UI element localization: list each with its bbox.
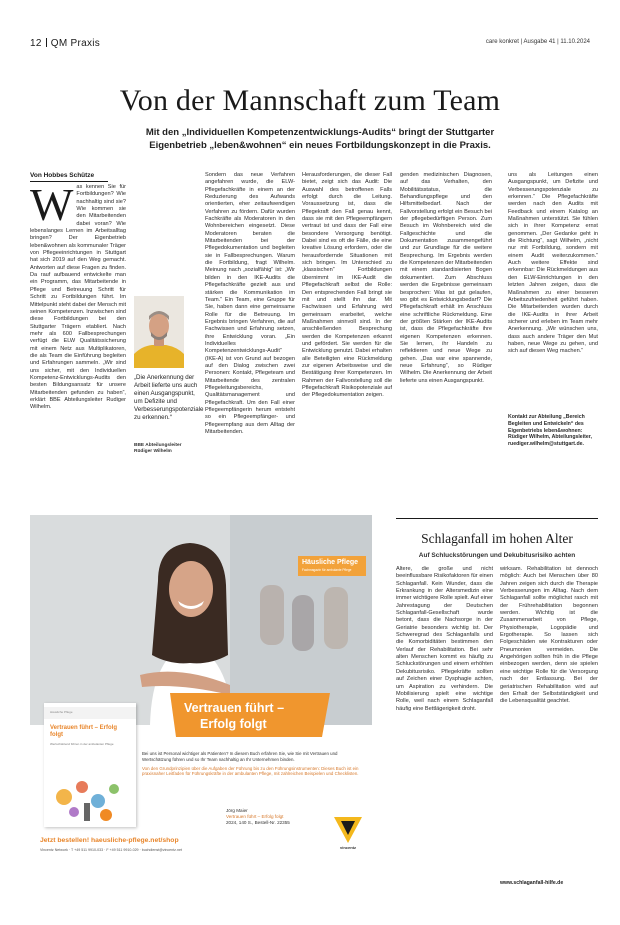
ad-banner bbox=[170, 693, 330, 737]
article-column-4: genden medizinischen Diagnosen, auf das Verhalten, den Mobilitätsstatus, die Behandlungspflege und den Hilfsmittelbedarf. Nach der Fallvorstellung erfolgt ein Besuch bei der pflegebedürftigen Person. Zum Besuch im Wohnbereich wird die Fallgeschichte und die Dokumentation zusammengeführt und zur Grundlage für die weitere Besprechung. Im Ergebnis werden die Kompetenzen der Mitarbeitenden mit einem standardisierten Bogen dokumentiert. Zum Abschluss werden die Ergebnisse gemeinsam besprochen: Was ist gut gelaufen, wo gibt es Entwicklungsbedarf? Die Pflegefachkraft erhält im Anschluss eine schriftliche Rückmeldung. Eine der größten Stärken der IKE-Audits ist, dass die Pflegefachkräfte ihre eigenen Kompetenzen erkennen. Sie lernen, ihr Handeln zu reflektieren und neue Wege zu gehen. „Das war eine spannende, neue Erfahrung“, so Rüdiger Wilhelm. Die Anerkennung der Arbeit lieferte uns einen Ausgangspunkt. bbox=[400, 172, 492, 384]
article-column-1 bbox=[30, 184, 126, 502]
byline: Von Hobbes Schütze bbox=[30, 172, 108, 182]
brand-tagline: Fachmagazin für ambulante Pflege bbox=[302, 568, 352, 572]
book-details bbox=[226, 808, 290, 825]
brand-badge bbox=[298, 556, 366, 576]
book-author: Jörg Maier bbox=[226, 808, 248, 813]
article-column-5: uns als Leitungen einen Ausgangspunkt, um Defizite und Verbesserungspotenziale zu erkennen.“ Die Pflegefachkräfte werden nach den Audits mit Feedback und einem Katalog an Maßnahmen unterstützt. Sie fühlen sich in ihrer Kompetenz ernst genommen. „Der Gedanke geht in die Richtung“, sagt Wilhelm, „nicht nur mit Fortbildung, sondern mit einem Audit weiterzukommen.“ Auch weitere Effekte sind erkennbar: Die Rückmeldungen aus den ELW-Einrichtungen in den letzten Jahren zeigen, dass die Maßnahmen zu einer besseren Arbeitszufriedenheit geführt haben. Die Mitarbeitenden wurden durch die IKE-Audits in ihrer Arbeit sicherer und erleben im Team mehr Anerkennung. „Wir wünschen uns, dass auch andere Träger den Mut haben, neue Wege zu gehen, und sich auf diesen Weg machen.“ bbox=[508, 172, 598, 355]
article-headline: Von der Mannschaft zum Team bbox=[119, 84, 501, 117]
sidebar-article-title: Schlaganfall im hohen Alter bbox=[421, 531, 573, 546]
article-column-2: Sondern das neue Verfahren angefahren wurde, die ELW-Pflegefachkräfte in einem an der Reduzierung des Aufwands orientierten, eher zeitaufwendigen Verfahren zu fördern. Dafür wurden Fachkräfte als Moderatoren in den Wohnbereichen eingesetzt. Diese Moderatoren beraten die Mitarbeitenden bei der Pflegedokumentation und begleiten sie in Fallbesprechungen. Warum die Fortbildung, fragt Wilhelm. Meinung nach „sozialfähig“ ist: „Wir bilden in den IKE-Audits die Pflegefachkräfte gezielt aus und stärken die Kommunikation im Team.“ Ein Team, eine Gruppe für Sie, haben dann eine gemeinsame Rolle für die Betreuung. Im Ergebnis bringen Verfahren, die auf Fachwissen und Erfahrung setzen, ihre Entwicklung voran. „Ein Individuelles Kompetenzentwicklungs-Audit“ (IKE-A) ist von Grund auf bezogen auf den Dialog zwischen zwei Personen: Kontakt, Pflegeteam und Mitarbeitende des zentralen Pflegeleitungsbereichs, Qualitätsmanagement und Pflegefachkraft. Um den Fall einer Pflegeempfängerin herum entsteht so ein Pflegeempfänger- und Pflegeempfang aus dem Alltag der Mitarbeitenden. bbox=[205, 172, 295, 436]
book-title: Vertrauen führt – Erfolg folgt bbox=[50, 725, 118, 738]
book-subtitle: Wertschätzend führen in der ambulanten Pflege bbox=[50, 742, 114, 746]
ad-blurb-2: Von den Grundprinzipien über die Aufgaben der Führung bis zu den Führungsinstrumenten: Dieses Buch ist ein praxisnaher Leitfaden für Führungskräfte in der ambulanten Pflege, mit zahlreichen Beispielen und Checklisten. bbox=[142, 765, 359, 777]
brand-name: Häusliche Pflege bbox=[302, 559, 359, 566]
vincentz-logo bbox=[330, 815, 366, 853]
advertisement[interactable] bbox=[30, 515, 372, 857]
order-link[interactable]: Jetzt bestellen! haeusliche-pflege.net/shop bbox=[40, 837, 179, 844]
article-subline: Mit den „Individuellen Kompetenzentwicklungs-Audits“ bringt der Stuttgarter Eigenbetrieb „leben&wohnen“ ein neues Fortbildungskonzept in die Praxis. bbox=[145, 127, 495, 151]
ad-blurb-1: Bei uns ist Personal wichtiger als Patienten? In diesem Buch erfahren Sie, wie Sie mit Vertrauen und Wertschätzung führen und so Ihr Team nachhaltig an Ihr Unternehmen binden. bbox=[142, 751, 338, 762]
publisher-contact: Vincentz Network · T +49 511 9910-033 · F +49 511 9910-029 · buchdienst@vincentz.net bbox=[40, 848, 182, 852]
book-illustration bbox=[44, 757, 136, 827]
sidebar-column-2: wirksam. Rehabilitation ist dennoch möglich: Auch bei Menschen über 80 Jahren zeigen sich durch die Therapie Verbesserungen im Alltag. Nach dem Schlaganfall sollte möglichst rasch mit der Frührehabilitation begonnen werden. Wichtig ist die Zusammenarbeit von Pflege, Physiotherapie, Logopädie und Ergotherapie. So lassen sich Folgeschäden wie Kontrakturen oder Pneumonien vermeiden. Die Angehörigen sollten früh in die Pflege einbezogen werden, denn sie spielen eine wichtige Rolle für die Versorgung nach der Entlassung. Bei der geriatrischen Rehabilitation wird auf den Erhalt der Selbstständigkeit und die Lebensqualität geachtet. bbox=[500, 566, 598, 705]
book-details-title: Vertrauen führt – Erfolg folgt bbox=[226, 813, 284, 819]
contact-infobox: Kontakt zur Abteilung „Bereich Begleiten und Entwickeln“ des Eigenbetriebs leben&wohnen: Rüdiger Wilhelm, Abteilungsleiter, ruediger.wilhelm@stuttgart.de. bbox=[508, 414, 592, 448]
ad-blurb bbox=[142, 751, 364, 777]
photo-caption: BBE Abteilungsleiter Rüdiger Wilhelm bbox=[134, 443, 182, 454]
logo-text: vincentz bbox=[339, 845, 356, 850]
ad-headline-1: Vertrauen führt – bbox=[184, 701, 285, 715]
ad-headline-2: Erfolg folgt bbox=[200, 717, 267, 731]
page-header bbox=[30, 38, 590, 52]
article-column-1-text: as kennen Sie für Fortbildungen? Wie nachhaltig sind sie? Wie kommen sie den Mitarbeitenden dabei voran? Wie lebenslanges Lernen im Arbeitsalltag bringen? Der Eigenbetrieb leben&wohnen als kommunaler Träger von Pflegeeinrichtungen in Stuttgart hat sich 2019 auf den Weg gemacht. Antworten auf diese Fragen zu finden. Da rauf aufbauend entwickelte man ein Programm, das Mitarbeitende in Pflege und Betreuung Schritt für Schritt zu Fortbildungen führt. Im Mittelpunkt steht dabei der Mensch mit seinen Kompetenzen. Inzwischen sind diese Fortbildungen bei den Stuttgarter Trägern etabliert. Nach mehr als 600 Fallbesprechungen verfügt die ELW Qualitätssicherung mit einem Netz aus Multiplikatoren, die als Team die Einführung begleiten und Erfahrungen sammeln. „Wir sind uns sicher, mit den Individuellen Kompetenz-Entwicklungs-Audits den besten Bildungsansatz für unsere Mitarbeitenden gefunden zu haben“, erklärt BBE Abteilungsleiter Rudiger Wilhelm. bbox=[30, 184, 126, 411]
divider bbox=[46, 38, 47, 47]
article-column-3: Herausforderungen, die dieser Fall bietet, zeigt sich das Audit: Die Auswahl des betroffenen Falls erfolgt durch die Leitung. Voraussetzung ist, dass die Pflegekraft den Fall genau kennt, dass sie mit den Pflegeempfängern vertraut ist und dass der Fall eine besondere Versorgung benötigt. Dabei sind es oft die Fälle, die eine kreative Lösung erfordern, oder die herausfordernde Situationen mit sich bringen. Im Unterschied zu „klassischen“ Fortbildungen übernimmt im IKE-Audit die Pflegefachkraft selbst die Rolle: Den entsprechenden Fall bringt sie mit und stellt ihn dar. Mit Fachwissen und Erfahrung wird gemeinsam erarbeitet, welche Maßnahmen sinnvoll sind. In der anschließenden Besprechung werden die Kompetenzen erkannt und gefördert. Sie werden für die Entwicklung genutzt. Dabei erhalten alle Beteiligten eine Rückmeldung zur eigenen Arbeitsweise und die Bestätigung ihrer Kompetenzen. Im Rahmen der Fallvorstellung soll die Pflegefachkraft Risikopotenziale auf der Pflegedokumentation zeigen. bbox=[302, 172, 392, 399]
book-series-strip bbox=[44, 707, 136, 719]
sidebar-column-1: Ältere, die große und nicht beeinflussbare Risikofaktoren für einen Schlaganfall. Kein Wunder, dass die Erkrankung in der Altersmedizin eine immer wichtigere Rolle spielt. Auf einer Jahrestagung der Deutschen Schlaganfall-Gesellschaft wurde betont, dass die Nachsorge in der Geriatrie besonders wichtig ist. Der Schweregrad des Schlaganfalls und die Komorbiditäten bestimmen den Verlauf der Rehabilitation. Bei sehr alten Menschen kommt es häufig zu Schluckstörungen und einem erhöhten Dekubitusrisiko. Pflegekräfte sollten auf Zeichen einer Dysphagie achten, um Aspiration zu verhindern. Die Mobilisierung spielt eine wichtige Rolle, weil nach einem Schlaganfall häufig eine Bettlägerigkeit droht. bbox=[396, 566, 493, 712]
issue-info: care konkret | Ausgabe 41 | 11.10.2024 bbox=[485, 39, 590, 45]
book-cover[interactable] bbox=[44, 703, 136, 827]
page-number: 12 bbox=[30, 38, 42, 49]
sidebar-article-subtitle: Auf Schluckstörungen und Dekubitusrisiko achten bbox=[418, 552, 576, 559]
pull-quote: „Die Anerkennung der Arbeit lieferte uns auch einen Ausgangspunkt, um Defizite und Verbesserungspotenziale zu erkennen.“ bbox=[134, 374, 204, 421]
book-series: Häusliche Pflege bbox=[50, 710, 73, 714]
section-rule bbox=[396, 518, 598, 519]
book-meta: 2024, 140 S., Bestell-Nr. 22355 bbox=[226, 819, 290, 825]
section-name: QM Praxis bbox=[50, 38, 101, 49]
header-left bbox=[30, 38, 100, 49]
portrait-photo bbox=[134, 296, 184, 368]
website-link[interactable]: www.schlaganfall-hilfe.de bbox=[500, 880, 564, 886]
dropcap: W bbox=[30, 184, 74, 230]
